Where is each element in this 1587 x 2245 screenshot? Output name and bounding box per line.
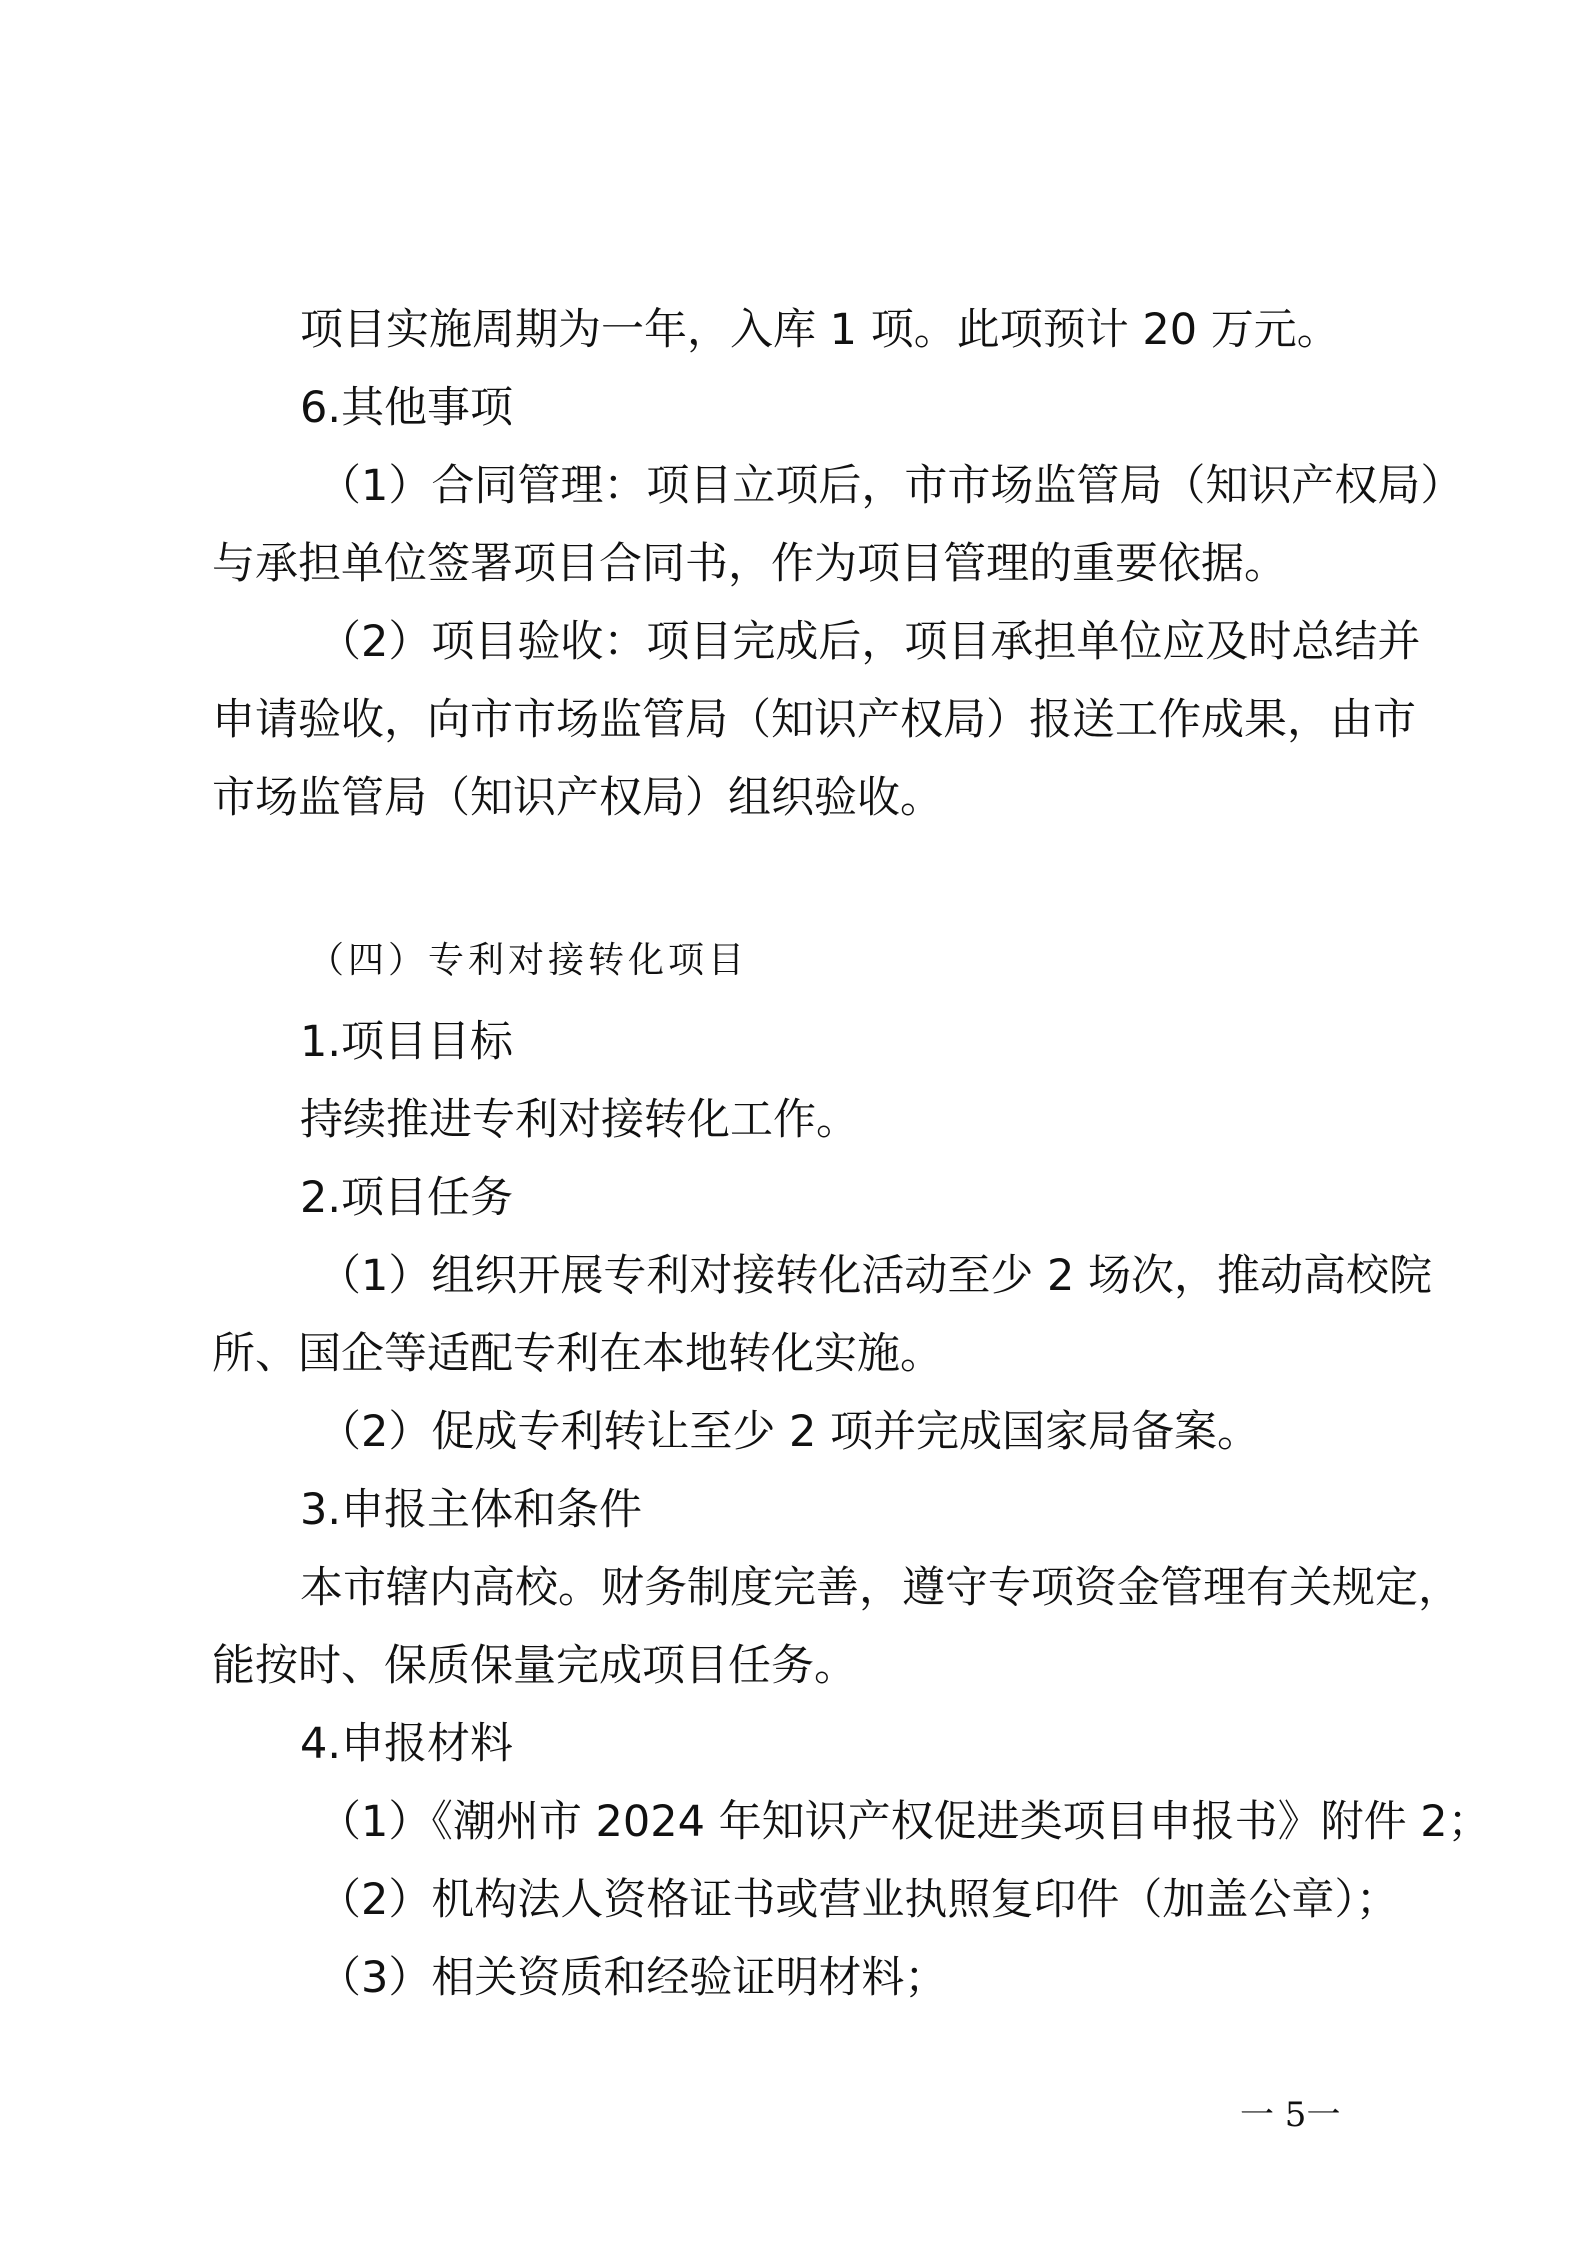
- text-line-project-acceptance-end: 市场监管局（知识产权局）组织验收。: [212, 773, 943, 823]
- text-line-project-goal: 持续推进专利对接转化工作。: [300, 1095, 859, 1145]
- text-line-applicant-conditions-cont: 能按时、保质保量完成项目任务。: [212, 1641, 857, 1691]
- text-line-project-acceptance: （2）项目验收：项目完成后，项目承担单位应及时总结并: [318, 617, 1421, 667]
- text-line-task-2: （2）促成专利转让至少 2 项并完成国家局备案。: [318, 1407, 1261, 1457]
- section-heading-applicant-conditions: 3.申报主体和条件: [300, 1485, 643, 1535]
- text-line-task-1-cont: 所、国企等适配专利在本地转化实施。: [212, 1329, 943, 1379]
- text-line-material-1: （1）《潮州市 2024 年知识产权促进类项目申报书》附件 2；: [318, 1797, 1491, 1847]
- section-heading-project-tasks: 2.项目任务: [300, 1173, 514, 1223]
- section-heading-project-goal: 1.项目目标: [300, 1017, 514, 1067]
- text-line-project-acceptance-cont: 申请验收，向市市场监管局（知识产权局）报送工作成果，由市: [212, 695, 1416, 745]
- text-line-material-3: （3）相关资质和经验证明材料；: [318, 1953, 948, 2003]
- section-heading-application-materials: 4.申报材料: [300, 1719, 514, 1769]
- text-line-contract-management-cont: 与承担单位签署项目合同书，作为项目管理的重要依据。: [212, 539, 1287, 589]
- text-line-implementation-period: 项目实施周期为一年，入库 1 项。此项预计 20 万元。: [300, 305, 1340, 355]
- section-heading-patent-conversion: （四）专利对接转化项目: [308, 940, 749, 981]
- text-line-contract-management: （1）合同管理：项目立项后，市市场监管局（知识产权局）: [318, 461, 1464, 511]
- text-line-applicant-conditions: 本市辖内高校。财务制度完善，遵守专项资金管理有关规定，: [300, 1563, 1461, 1613]
- text-line-task-1: （1）组织开展专利对接转化活动至少 2 场次，推动高校院: [318, 1251, 1433, 1301]
- page-number: 一 5一: [1240, 2095, 1341, 2135]
- section-heading-other-matters: 6.其他事项: [300, 383, 514, 433]
- text-line-material-2: （2）机构法人资格证书或营业执照复印件（加盖公章）；: [318, 1875, 1399, 1925]
